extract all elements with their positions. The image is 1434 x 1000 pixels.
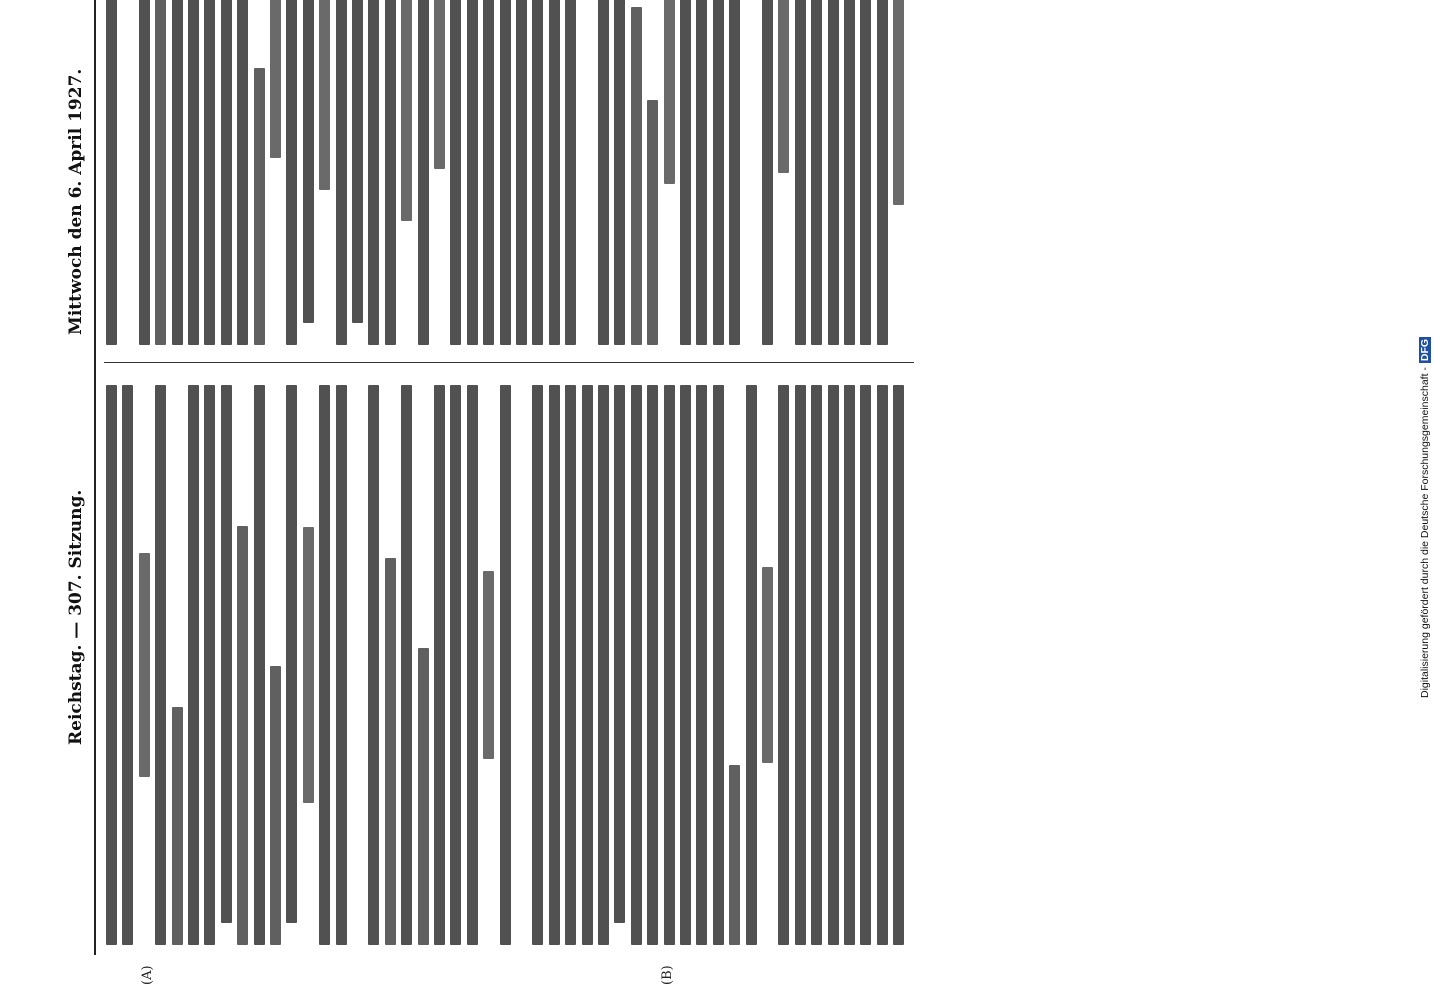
margin-marker-b: (B) — [660, 965, 675, 985]
text-line — [221, 0, 232, 345]
text-line — [286, 385, 297, 923]
text-line — [401, 385, 412, 945]
text-line — [155, 385, 166, 945]
text-line — [713, 385, 724, 945]
text-line — [483, 571, 494, 759]
text-line — [729, 765, 740, 945]
text-line — [647, 385, 658, 945]
text-line — [254, 385, 265, 945]
header-rule — [94, 0, 96, 955]
text-line — [614, 0, 625, 345]
text-line — [532, 0, 543, 345]
rotated-sheet — [60, 68, 1250, 985]
text-line — [286, 0, 297, 345]
text-column-right — [104, 0, 914, 345]
text-line — [696, 0, 707, 345]
text-line — [450, 385, 461, 945]
text-line — [795, 0, 806, 345]
digitization-note — [1416, 8, 1434, 698]
text-line — [844, 385, 855, 945]
text-line — [204, 385, 215, 945]
text-line — [532, 385, 543, 945]
text-line — [139, 0, 150, 345]
margin-marker-a: (A) — [140, 965, 155, 985]
text-line — [893, 0, 904, 205]
text-line — [696, 385, 707, 945]
text-line — [762, 0, 773, 345]
text-line — [795, 385, 806, 945]
text-line — [368, 385, 379, 945]
text-line — [188, 0, 199, 345]
text-line — [828, 385, 839, 945]
text-line — [680, 385, 691, 945]
text-line — [483, 0, 494, 345]
text-line — [614, 385, 625, 923]
text-line — [467, 385, 478, 945]
text-line — [582, 385, 593, 945]
text-line — [549, 385, 560, 945]
text-line — [122, 385, 133, 945]
text-line — [139, 553, 150, 776]
text-line — [516, 0, 527, 345]
text-line — [631, 385, 642, 945]
text-line — [729, 0, 740, 345]
digitization-text: Digitalisierung gefördert durch die Deutsche Forschungsgemeinschaft - — [1419, 367, 1431, 698]
text-line — [303, 527, 314, 803]
text-line — [418, 648, 429, 945]
text-line — [172, 707, 183, 945]
text-line — [237, 526, 248, 945]
text-line — [385, 558, 396, 945]
text-line — [155, 0, 166, 345]
text-line — [270, 0, 281, 158]
text-line — [631, 7, 642, 345]
text-line — [106, 0, 117, 345]
text-line — [598, 385, 609, 945]
header-session: Reichstag. — 307. Sitzung. — [66, 489, 86, 745]
text-line — [565, 385, 576, 945]
text-column-left — [104, 385, 914, 945]
text-line — [188, 385, 199, 945]
text-line — [221, 385, 232, 923]
header-date: Mittwoch den 6. April 1927. — [66, 68, 86, 335]
text-line — [270, 666, 281, 945]
text-line — [664, 385, 675, 945]
text-line — [434, 0, 445, 169]
text-line — [893, 385, 904, 945]
text-line — [336, 385, 347, 945]
text-line — [106, 385, 117, 945]
text-line — [352, 0, 363, 323]
text-line — [713, 0, 724, 345]
text-line — [877, 385, 888, 945]
text-line — [319, 0, 330, 190]
dfg-logo: DFG — [1419, 338, 1431, 362]
text-line — [500, 0, 511, 345]
text-line — [500, 385, 511, 945]
text-line — [336, 0, 347, 345]
text-line — [401, 0, 412, 221]
text-line — [385, 0, 396, 345]
text-line — [828, 0, 839, 345]
text-line — [811, 385, 822, 945]
text-line — [844, 0, 855, 345]
text-line — [467, 0, 478, 345]
text-line — [680, 0, 691, 345]
text-line — [778, 0, 789, 173]
column-divider — [104, 362, 914, 363]
text-line — [172, 0, 183, 345]
text-line — [647, 100, 658, 345]
text-line — [549, 0, 560, 345]
text-line — [877, 0, 888, 345]
running-header — [60, 0, 94, 955]
text-line — [319, 385, 330, 945]
text-line — [811, 0, 822, 345]
text-line — [565, 0, 576, 345]
text-line — [762, 567, 773, 762]
text-line — [418, 0, 429, 345]
text-line — [254, 68, 265, 345]
text-line — [368, 0, 379, 345]
text-line — [303, 0, 314, 323]
text-line — [860, 0, 871, 345]
text-line — [450, 0, 461, 345]
text-line — [860, 385, 871, 945]
text-line — [778, 385, 789, 945]
text-line — [598, 0, 609, 345]
text-line — [434, 385, 445, 945]
text-line — [664, 0, 675, 184]
text-line — [204, 0, 215, 345]
text-line — [746, 385, 757, 945]
text-line — [237, 0, 248, 345]
